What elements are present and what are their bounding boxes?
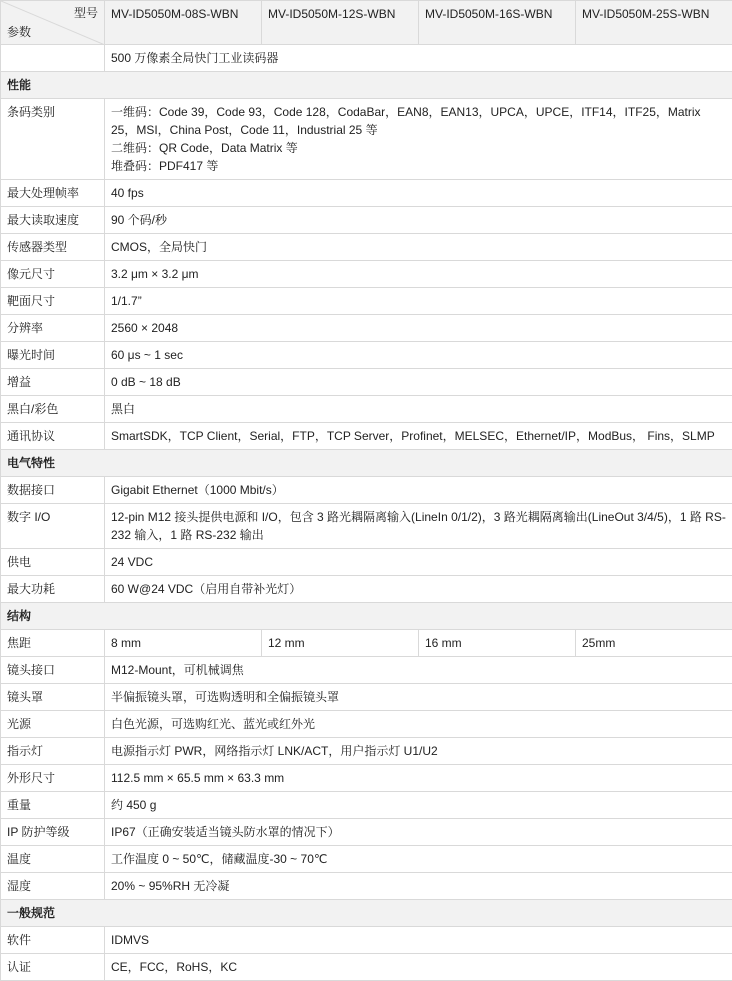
table-row xyxy=(1,873,732,900)
row-label: 增益 xyxy=(1,369,105,396)
focal-length-value: 12 mm xyxy=(262,630,419,657)
row-value-line: 电源指示灯 PWR，网络指示灯 LNK/ACT，用户指示灯 U1/U2 xyxy=(111,742,726,760)
table-row xyxy=(1,288,732,315)
row-value-line: Gigabit Ethernet（1000 Mbit/s） xyxy=(111,481,726,499)
table-row xyxy=(1,630,732,657)
row-value xyxy=(105,711,732,738)
row-label: 通讯协议 xyxy=(1,423,105,450)
table-header-row xyxy=(1,1,732,45)
table-row xyxy=(1,819,732,846)
row-label: 镜头罩 xyxy=(1,684,105,711)
table-row xyxy=(1,738,732,765)
row-label: 焦距 xyxy=(1,630,105,657)
row-value-line: IDMVS xyxy=(111,931,726,949)
row-label: 条码类别 xyxy=(1,99,105,180)
model-label: 型号 xyxy=(74,4,98,22)
row-value-line: 24 VDC xyxy=(111,553,726,571)
table-row xyxy=(1,261,732,288)
row-label: 重量 xyxy=(1,792,105,819)
table-row xyxy=(1,234,732,261)
row-value-line: 3.2 μm × 3.2 μm xyxy=(111,265,726,283)
table-row xyxy=(1,99,732,180)
row-label: 指示灯 xyxy=(1,738,105,765)
row-label: 黑白/彩色 xyxy=(1,396,105,423)
row-value-line: 1/1.7” xyxy=(111,292,726,310)
section-header-row xyxy=(1,72,732,99)
row-value-line: IP67（正确安装适当镜头防水罩的情况下） xyxy=(111,823,726,841)
row-value xyxy=(105,396,732,423)
table-row xyxy=(1,180,732,207)
table-row xyxy=(1,576,732,603)
row-value-line: 二维码：QR Code，Data Matrix 等 xyxy=(111,139,726,157)
row-value xyxy=(105,576,732,603)
row-value-line: 堆叠码：PDF417 等 xyxy=(111,157,726,175)
row-value xyxy=(105,180,732,207)
section-title: 结构 xyxy=(1,603,732,630)
table-row xyxy=(1,315,732,342)
row-value xyxy=(105,342,732,369)
model-column-2: MV-ID5050M-12S-WBN xyxy=(262,1,419,45)
table-row xyxy=(1,549,732,576)
subtitle-cell: 500 万像素全局快门工业读码器 xyxy=(105,45,732,72)
row-value-line: 20% ~ 95%RH 无冷凝 xyxy=(111,877,726,895)
model-column-4: MV-ID5050M-25S-WBN xyxy=(576,1,732,45)
row-value xyxy=(105,846,732,873)
row-value xyxy=(105,792,732,819)
row-label: 分辨率 xyxy=(1,315,105,342)
row-value-line: 工作温度 0 ~ 50℃，储藏温度-30 ~ 70℃ xyxy=(111,850,726,868)
row-value xyxy=(105,927,732,954)
row-value-line: 2560 × 2048 xyxy=(111,319,726,337)
row-label: 最大功耗 xyxy=(1,576,105,603)
row-value xyxy=(105,288,732,315)
row-label: 湿度 xyxy=(1,873,105,900)
row-label: 软件 xyxy=(1,927,105,954)
table-row xyxy=(1,954,732,981)
table-row xyxy=(1,765,732,792)
row-value xyxy=(105,954,732,981)
focal-length-value: 8 mm xyxy=(105,630,262,657)
table-row xyxy=(1,927,732,954)
row-value xyxy=(105,819,732,846)
row-value-line: SmartSDK，TCP Client，Serial，FTP，TCP Server，Profinet，MELSEC，Ethernet/IP，ModBus， Fins，SLMP xyxy=(111,427,726,445)
table-row xyxy=(1,846,732,873)
row-value-line: 半偏振镜头罩，可选购透明和全偏振镜头罩 xyxy=(111,688,726,706)
row-value-line: 0 dB ~ 18 dB xyxy=(111,373,726,391)
table-row xyxy=(1,207,732,234)
row-value-line: 60 μs ~ 1 sec xyxy=(111,346,726,364)
row-value xyxy=(105,261,732,288)
row-label: 数字 I/O xyxy=(1,504,105,549)
row-value-line: 60 W@24 VDC（启用自带补光灯） xyxy=(111,580,726,598)
focal-length-value: 16 mm xyxy=(419,630,576,657)
row-value xyxy=(105,549,732,576)
row-value-line: 一维码：Code 39，Code 93，Code 128，CodaBar，EAN8，EAN13，UPCA，UPCE，ITF14，ITF25，Matrix 25，MSI，China Post，Code 11，Industrial 25 等 xyxy=(111,103,726,139)
row-value-line: M12-Mount，可机械调焦 xyxy=(111,661,726,679)
row-value-line: 白色光源，可选购红光、蓝光或红外光 xyxy=(111,715,726,733)
table-row xyxy=(1,369,732,396)
table-row xyxy=(1,504,732,549)
table-row xyxy=(1,711,732,738)
table-row xyxy=(1,396,732,423)
row-label: 数据接口 xyxy=(1,477,105,504)
section-header-row xyxy=(1,450,732,477)
row-value-line: 90 个码/秒 xyxy=(111,211,726,229)
row-label: 靶面尺寸 xyxy=(1,288,105,315)
row-value xyxy=(105,369,732,396)
table-row xyxy=(1,684,732,711)
param-label: 参数 xyxy=(7,23,31,41)
row-value xyxy=(105,423,732,450)
row-label: 传感器类型 xyxy=(1,234,105,261)
row-value xyxy=(105,504,732,549)
row-label: IP 防护等级 xyxy=(1,819,105,846)
row-label: 供电 xyxy=(1,549,105,576)
section-header-row xyxy=(1,603,732,630)
row-value-line: 黑白 xyxy=(111,400,726,418)
table-row xyxy=(1,477,732,504)
row-label: 外形尺寸 xyxy=(1,765,105,792)
row-value-line: CE，FCC，RoHS，KC xyxy=(111,958,726,976)
section-title: 性能 xyxy=(1,72,732,99)
row-label: 曝光时间 xyxy=(1,342,105,369)
table-row xyxy=(1,792,732,819)
row-label: 镜头接口 xyxy=(1,657,105,684)
row-label: 温度 xyxy=(1,846,105,873)
row-value xyxy=(105,657,732,684)
row-label: 最大读取速度 xyxy=(1,207,105,234)
row-value xyxy=(105,765,732,792)
focal-length-value: 25mm xyxy=(576,630,732,657)
row-label: 像元尺寸 xyxy=(1,261,105,288)
model-column-3: MV-ID5050M-16S-WBN xyxy=(419,1,576,45)
row-value-line: 约 450 g xyxy=(111,796,726,814)
row-value xyxy=(105,207,732,234)
row-value-line: 12-pin M12 接头提供电源和 I/O，包含 3 路光耦隔离输入(LineIn 0/1/2)，3 路光耦隔离输出(LineOut 3/4/5)，1 路 RS-232 输入，1 路 RS-232 输出 xyxy=(111,508,726,544)
row-label: 认证 xyxy=(1,954,105,981)
row-value-line: CMOS，全局快门 xyxy=(111,238,726,256)
model-param-diagonal-cell xyxy=(1,1,105,45)
row-value xyxy=(105,99,732,180)
row-value xyxy=(105,234,732,261)
table-body xyxy=(1,1,732,981)
row-label: 最大处理帧率 xyxy=(1,180,105,207)
row-value xyxy=(105,684,732,711)
table-row xyxy=(1,342,732,369)
model-column-1: MV-ID5050M-08S-WBN xyxy=(105,1,262,45)
table-row xyxy=(1,657,732,684)
subtitle-row xyxy=(1,45,732,72)
section-title: 电气特性 xyxy=(1,450,732,477)
row-value-line: 112.5 mm × 65.5 mm × 63.3 mm xyxy=(111,769,726,787)
subtitle-empty-cell xyxy=(1,45,105,72)
section-header-row xyxy=(1,900,732,927)
row-value-line: 40 fps xyxy=(111,184,726,202)
row-value xyxy=(105,873,732,900)
row-value xyxy=(105,315,732,342)
row-value xyxy=(105,477,732,504)
row-label: 光源 xyxy=(1,711,105,738)
section-title: 一般规范 xyxy=(1,900,732,927)
table-row xyxy=(1,423,732,450)
row-value xyxy=(105,738,732,765)
